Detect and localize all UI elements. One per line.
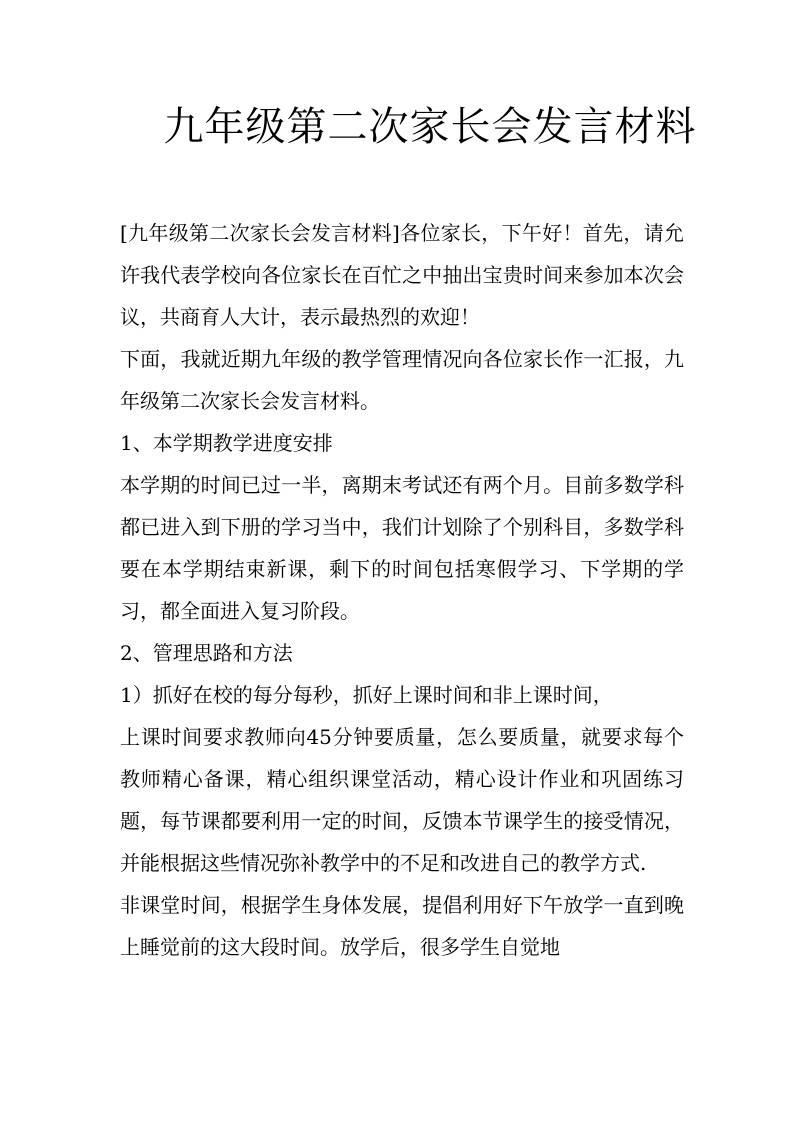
paragraph-intro: 下面，我就近期九年级的教学管理情况向各位家长作一汇报，九年级第二次家长会发言材料。 bbox=[120, 347, 684, 413]
section-heading-2: 2、管理思路和方法 bbox=[120, 641, 293, 665]
paragraph-non-class-time: 非课堂时间，根据学生身体发展，提倡利用好下午放学一直到晚上睡觉前的这大段时间。放学后，很多学生自觉地 bbox=[120, 893, 684, 959]
document-body bbox=[120, 212, 684, 968]
document-title: 九年级第二次家长会发言材料 bbox=[163, 104, 697, 150]
section-heading-1: 1、本学期教学进度安排 bbox=[120, 431, 333, 455]
paragraph-greeting: [九年级第二次家长会发言材料]各位家长，下午好！首先，请允许我代表学校向各位家长在百忙之中抽出宝贵时间来参加本次会议，共商育人大计，表示最热烈的欢迎！ bbox=[120, 221, 684, 329]
subsection-heading-1: 1）抓好在校的每分每秒，抓好上课时间和非上课时间， bbox=[120, 683, 613, 707]
paragraph-progress: 本学期的时间已过一半，离期末考试还有两个月。目前多数学科都已进入到下册的学习当中，我们计划除了个别科目，多数学科要在本学期结束新课，剩下的时间包括寒假学习、下学期的学习，都全面进入复习阶段。 bbox=[120, 473, 684, 623]
paragraph-class-time: 上课时间要求教师向45分钟要质量，怎么要质量，就要求每个教师精心备课，精心组织课堂活动，精心设计作业和巩固练习题，每节课都要利用一定的时间，反馈本节课学生的接受情况，并能根据这些情况弥补教学中的不足和改进自己的教学方式. bbox=[120, 725, 684, 875]
